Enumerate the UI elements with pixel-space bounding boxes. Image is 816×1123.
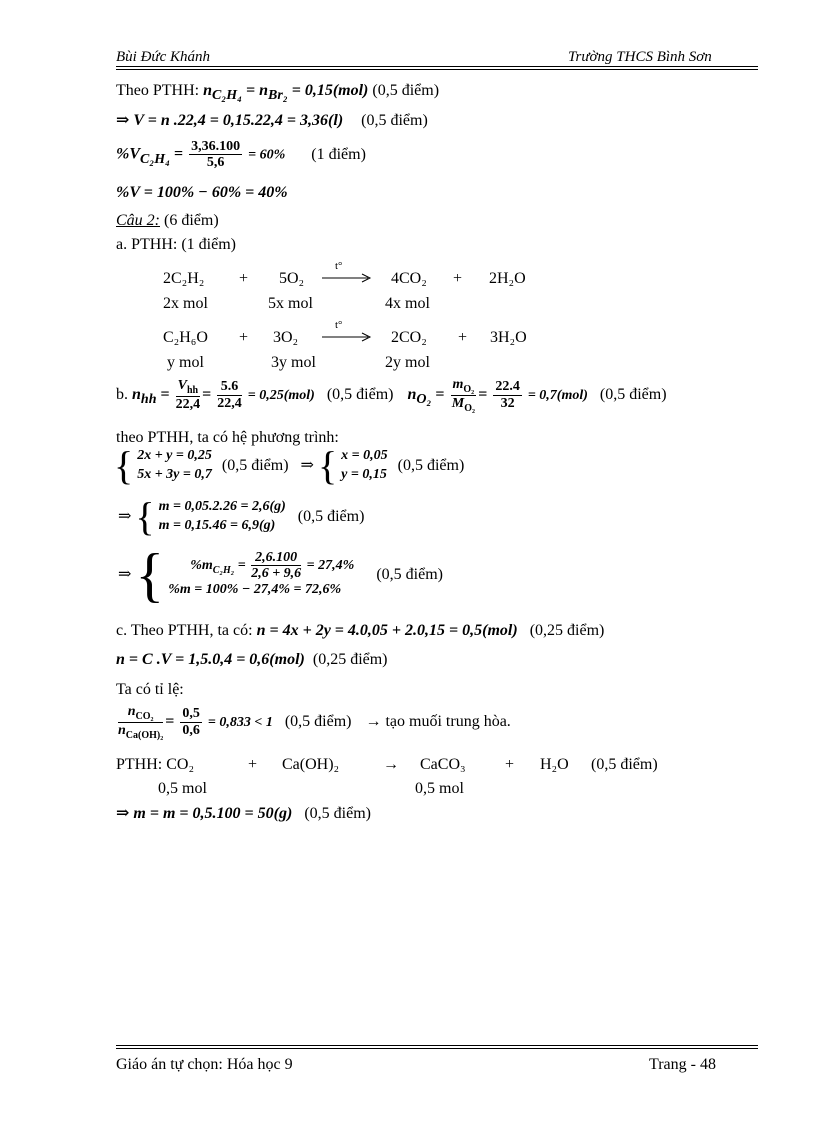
eq2-arrow-icon <box>322 331 372 343</box>
line-1: Theo PTHH: $n_{C_2H_4} = n_{Br_2} = 0,15(mol)$ (0,5 điểm) <box>116 82 440 104</box>
eq1-reactant-1: 2C₂H₂ <box>163 270 205 287</box>
eq3-arrow-icon: → <box>383 756 399 773</box>
eq3-product-1: CaCO₃ <box>420 756 466 773</box>
eq2-mol-3: 2y mol <box>385 354 430 371</box>
header-school: Trường THCS Bình Sơn <box>568 49 712 65</box>
part-b: b. $n_{hh}$ = $\frac{V_{hh}}{22,4}$ = $\frac{5.6}{22,4}$ = 0,25(mol) (0,5 điểm) $n_{O_2}$ = $\frac{m_{O_2}}{M_{O_2}}$ = $\frac{22.4}{32}$ = 0,7(mol) (0,5 điểm) <box>116 377 667 414</box>
fraction-value: $\frac{5.6}{22,4}$ <box>217 379 242 411</box>
mass-row: ⇒ { m = 0,05.2.26 = 2,6(g) m = 0,15.46 = 6,9(g) (0,5 điểm) <box>118 494 365 539</box>
fraction-pct: $\frac{2,6.100}{2,6 + 9,6}$ <box>251 549 302 582</box>
eq2-mol-2: 3y mol <box>271 354 316 371</box>
eq1-plus-2: + <box>453 270 463 287</box>
eq1-reactant-2: 5O₂ <box>279 270 305 287</box>
fraction-ratio-symbols: $\frac{n_{CO_2}}{n_{Ca(OH)_2}}$ <box>118 704 164 741</box>
eq1-product-2: 2H₂O <box>489 270 526 287</box>
eq1-plus-1: + <box>239 270 249 287</box>
eq3-reactant-2: Ca(OH)₂ <box>282 756 340 773</box>
header-author: Bùi Đức Khánh <box>116 49 211 65</box>
eq3-mol-1: 0,5 mol <box>158 780 207 797</box>
eq2-mol-1: y mol <box>167 354 204 371</box>
fraction-percent-c2h4: $\frac{3,36.100}{5,6}$ <box>191 139 241 171</box>
eq1-arrow-icon <box>322 272 372 284</box>
footer-rule-thin <box>116 1048 758 1049</box>
eq2-condition: t° <box>335 319 343 331</box>
final-line: ⇒ m = m = 0,5.100 = 50(g) (0,5 điểm) <box>116 805 371 822</box>
eq1-product-1: 4CO₂ <box>391 270 427 287</box>
ratio-row: $\frac{n_{CO_2}}{n_{Ca(OH)_2}}$ = $\frac{0,5}{0,6}$ = 0,833 < 1 (0,5 điểm) → tạo muối trung hòa. <box>118 704 511 741</box>
theo-pthh: theo PTHH, ta có hệ phương trình: <box>116 429 339 446</box>
footer-left: Giáo án tự chọn: Hóa học 9 <box>116 1056 293 1073</box>
eq2-plus-2: + <box>458 329 468 346</box>
fraction-vhh: $\frac{V_{hh}}{22,4}$ <box>175 378 201 412</box>
percent-row: ⇒ { $\%m_{C_2H_2}$ = $\frac{2,6.100}{2,6 + 9,6}$ = 27,4% %m = 100% − 27,4% = 72,6% (0,5 điểm) <box>118 542 443 608</box>
eq1-mol-1: 2x mol <box>163 295 208 312</box>
footer-rule <box>116 1045 758 1046</box>
eq3-plus-2: + <box>505 756 515 773</box>
line-3: $\%V_{C_2H_4}$ = $\frac{3,36.100}{5,6}$ = 60% (1 điểm) <box>116 139 366 171</box>
part-a: a. PTHH: (1 điểm) <box>116 236 236 253</box>
system-row: { 2x + y = 0,25 5x + 3y = 0,7 (0,5 điểm) ⇒ { x = 0,05 y = 0,15 (0,5 điểm) <box>114 443 465 488</box>
eq2-plus-1: + <box>239 329 249 346</box>
line-2-eq: ⇒ V = n .22,4 = 0,15.22,4 = 3,36(l) <box>116 112 344 129</box>
eq2-product-1: 2CO₂ <box>391 329 427 346</box>
eq1-mol-3: 4x mol <box>385 295 430 312</box>
eq1-mol-2: 5x mol <box>268 295 313 312</box>
eq3-mol-2: 0,5 mol <box>415 780 464 797</box>
line-ca-oh: n = C .V = 1,5.0,4 = 0,6(mol) (0,25 điểm) <box>116 651 388 668</box>
eq2-product-2: 3H₂O <box>490 329 527 346</box>
eq3-product-2: H₂O <box>540 756 569 773</box>
eq2-reactant-2: 3O₂ <box>273 329 299 346</box>
eq2-reactant-1: C₂H₆O <box>163 329 208 346</box>
eq1-condition: t° <box>335 260 343 272</box>
fraction-ratio-values: $\frac{0,5}{0,6}$ <box>182 706 200 738</box>
fraction-mo2: $\frac{m_{O_2}}{M_{O_2}}$ <box>451 377 475 414</box>
cau-2-heading: Câu 2: (6 điểm) <box>116 212 219 229</box>
header-rule-thin <box>116 69 758 70</box>
eq3-reactant-1: PTHH: CO₂ <box>116 756 195 773</box>
line-2: ⇒ V = n .22,4 = 0,15.22,4 = 3,36(l) (0,5 điểm) <box>116 112 428 129</box>
footer-right: Trang - 48 <box>649 1056 716 1073</box>
line-4: %V = 100% − 60% = 40% <box>116 184 288 201</box>
ratio-title: Ta có tỉ lệ: <box>116 681 184 698</box>
arrow-right-icon: → <box>365 712 382 730</box>
part-c: c. Theo PTHH, ta có: n = 4x + 2y = 4.0,05 + 2.0,15 = 0,5(mol) (0,25 điểm) <box>116 622 605 639</box>
fraction-o2-value: $\frac{22.4}{32}$ <box>495 379 520 411</box>
eq3-points: (0,5 điểm) <box>591 756 658 773</box>
eq3-plus-1: + <box>248 756 258 773</box>
header-rule <box>116 66 758 67</box>
